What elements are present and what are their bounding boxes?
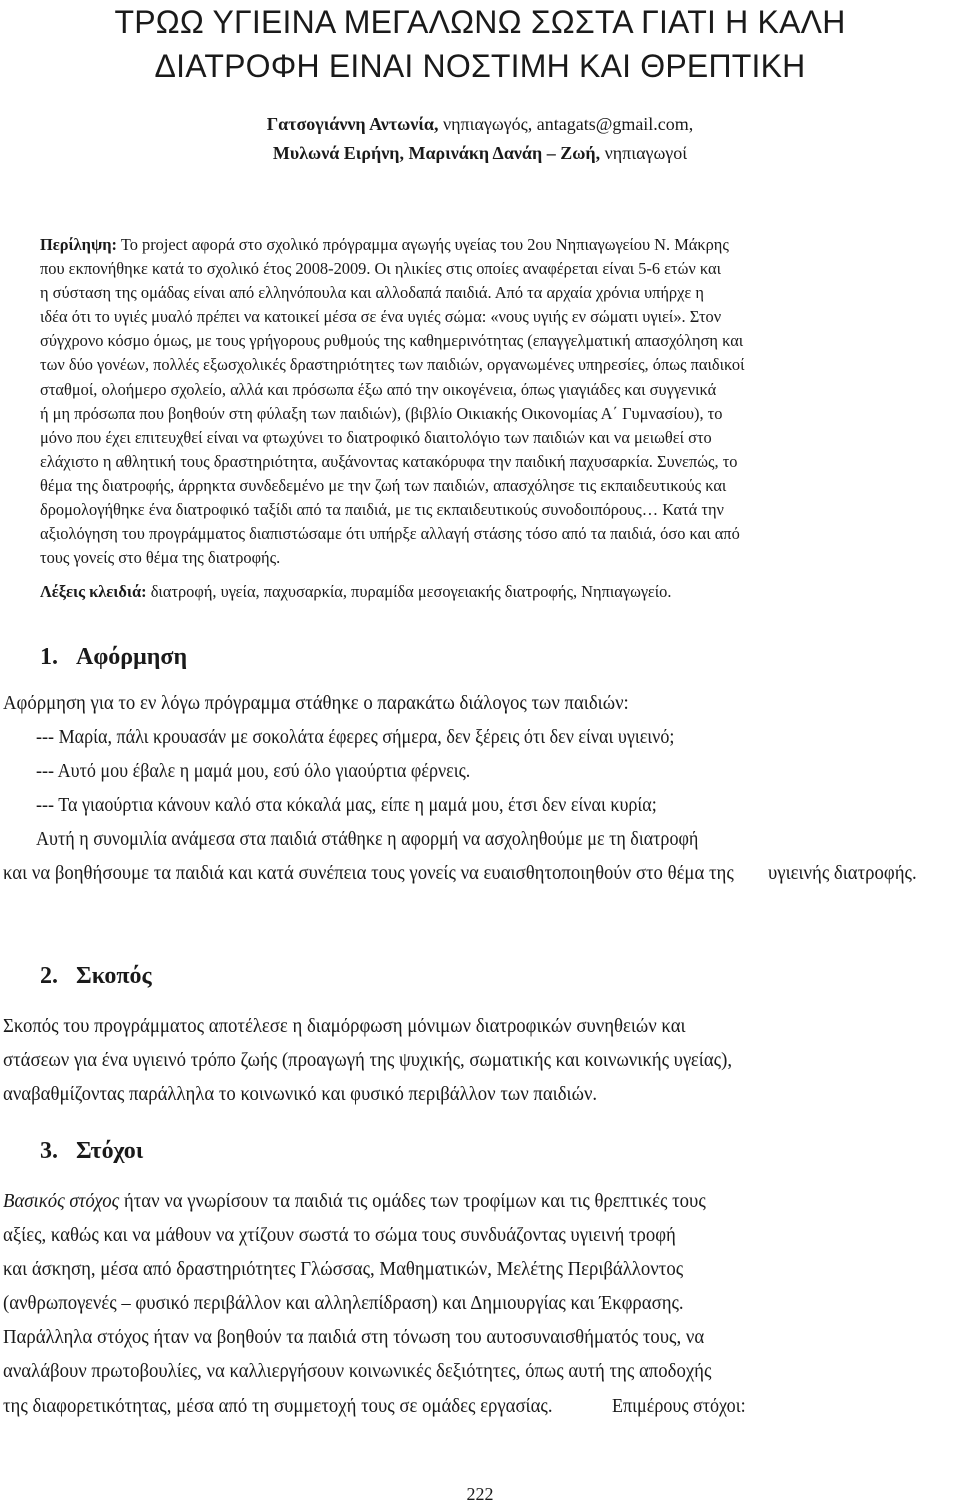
- section-number: 3.: [40, 1138, 58, 1164]
- section-2-body: [0, 1010, 960, 1112]
- paragraph-line: Βασικός στόχος ήταν να γνωρίσουν τα παιδιά τις ομάδες των τροφίμων και τις θρεπτικές τους: [3, 1191, 706, 1212]
- author-line-2: [40, 139, 920, 168]
- abstract-line: ελάχιστο η αθλητική τους δραστηριότητα, αυξάνοντας κατακόρυφα την παιδική παχυσαρκία. Συνεπώς, το: [40, 451, 738, 471]
- section-title: Σκοπός: [76, 963, 152, 989]
- page-number: 222: [466, 1484, 494, 1504]
- abstract-line: ή μη πρόσωπα που βοηθούν στη φύλαξη των παιδιών), (βιβλίο Οικιακής Οικονομίας Α΄ Γυμνασίου), το: [40, 403, 723, 423]
- abstract-line: μόνο που έχει επιτευχθεί είναι να φτωχύνει το διατροφικό διαιτολόγιο των παιδιών και να μειωθεί στο: [40, 427, 712, 447]
- abstract-line: Περίληψη: Το project αφορά στο σχολικό πρόγραμμα αγωγής υγείας του 2ου Νηπιαγωγείου Ν. Μάκρης: [40, 235, 729, 254]
- keywords-text: διατροφή, υγεία, παχυσαρκία, πυραμίδα μεσογειακής διατροφής, Νηπιαγωγείο.: [146, 582, 672, 601]
- section-1-body: [0, 687, 960, 892]
- author-block: [40, 110, 920, 168]
- section-number: 1.: [40, 644, 58, 670]
- paper-title: [40, 0, 920, 88]
- section-title: Αφόρμηση: [76, 644, 188, 670]
- paragraph-line: στάσεων για ένα υγιεινό τρόπο ζωής (προαγωγή της ψυχικής, σωματικής και κοινωνικής υγείας),: [3, 1050, 733, 1072]
- section-heading-1: [40, 642, 187, 672]
- author-role: νηπιαγωγοί: [600, 143, 688, 163]
- author-name: Γατσογιάννη Αντωνία,: [266, 114, 439, 134]
- dialogue-line: --- Τα γιαούρτια κάνουν καλό στα κόκαλά μας, είπε η μαμά μου, έτσι δεν είναι κυρία;: [36, 795, 657, 817]
- title-line-2: ΔΙΑΤΡΟΦΗ ΕΙΝΑΙ ΝΟΣΤΙΜΗ ΚΑΙ ΘΡΕΠΤΙΚΗ: [154, 48, 806, 84]
- keywords: [40, 580, 922, 604]
- abstract-line: θέμα της διατροφής, άρρηκτα συνδεδεμένο με την ζωή των παιδιών, απασχόλησε τις εκπαιδευτικούς και: [40, 475, 727, 495]
- paragraph-line: Επιμέρους στόχοι:: [612, 1395, 747, 1417]
- paragraph-line: Παράλληλα στόχος ήταν να βοηθούν τα παιδιά στη τόνωση του αυτοσυναισθήματός τους, να: [3, 1327, 705, 1349]
- abstract-line: η σύσταση της ομάδας είναι από ελληνόπουλα και αλλοδαπά παιδιά. Από τα αρχαία χρόνια υπήρχε η: [40, 283, 704, 303]
- abstract: [40, 233, 922, 570]
- author-names: Μυλωνά Ειρήνη, Μαρινάκη Δανάη – Ζωή,: [272, 143, 601, 163]
- dialogue-line: --- Αυτό μου έβαλε η μαμά μου, εσύ όλο γιαούρτια φέρνεις.: [36, 761, 471, 783]
- paragraph-line: Αυτή η συνομιλία ανάμεσα στα παιδιά στάθηκε η αφορμή να ασχοληθούμε με τη διατροφή: [36, 829, 699, 851]
- paragraph-line: υγιεινής διατροφής.: [767, 863, 917, 885]
- author-role-email: νηπιαγωγός, antagats@gmail.com,: [438, 114, 694, 134]
- section-heading-2: [40, 961, 152, 991]
- abstract-line: ιδέα ότι το υγιές μυαλό πρέπει να κατοικεί μέσα σε ένα υγιές σώμα: «νους υγιής εν σώματι υγιεί». Στον: [40, 307, 722, 327]
- abstract-line: σύγχρονο κόσμο όμως, με τους γρήγορους ρυθμούς της καθημερινότητας (επαγγελματική απασχόληση και: [40, 331, 744, 351]
- abstract-line: σταθμοί, ολοήμερο σχολείο, αλλά και πρόσωπα έξω από την οικογένεια, όπως γιαγιάδες και συγγενικά: [40, 379, 717, 399]
- title-line-1: ΤΡΩΩ ΥΓΙΕΙΝΑ ΜΕΓΑΛΩΝΩ ΣΩΣΤΑ ΓΙΑΤΙ Η ΚΑΛΗ: [114, 4, 846, 40]
- paragraph-line: Σκοπός του προγράμματος αποτέλεσε η διαμόρφωση μόνιμων διατροφικών συνηθειών και: [3, 1016, 686, 1037]
- paragraph-line: αναλάβουν πρωτοβουλίες, να καλλιεργήσουν κοινωνικές δεξιότητες, όπως αυτή της αποδοχής: [3, 1361, 712, 1383]
- paragraph-line: αξίες, καθώς και να μάθουν να χτίζουν σωστά το σώμα τους συνδυάζοντας υγιεινή τροφή: [3, 1225, 676, 1247]
- abstract-line: των δύο γονέων, πολλές εξωσχολικές δραστηριότητες των παιδιών, οργανωμένες υπηρεσίες, όπως παιδικοί: [40, 355, 745, 375]
- paragraph-line: Αφόρμηση για το εν λόγω πρόγραμμα στάθηκε ο παρακάτω διάλογος των παιδιών:: [3, 693, 629, 714]
- paragraph-line: αναβαθμίζοντας παράλληλα το κοινωνικό και φυσικό περιβάλλον των παιδιών.: [3, 1084, 598, 1106]
- abstract-line: τους γονείς στο θέμα της διατροφής.: [40, 548, 281, 568]
- section-title: Στόχοι: [76, 1138, 144, 1164]
- abstract-line: αξιολόγηση του προγράμματος διαπιστώσαμε ότι υπήρξε αλλαγή στάσης τόσο από τα παιδιά, όσο και από: [40, 524, 740, 544]
- keywords-label: Λέξεις κλειδιά:: [40, 582, 147, 601]
- italic-lead: Βασικός στόχος: [3, 1191, 120, 1212]
- section-3-body: [0, 1185, 960, 1424]
- section-heading-3: [40, 1136, 143, 1166]
- abstract-line: δρομολογήθηκε ένα διατροφικό ταξίδι από τα παιδιά, με τις εκπαιδευτικούς συνοδοιπόρους… Κατά την: [40, 500, 724, 520]
- section-number: 2.: [40, 963, 58, 989]
- paragraph-line: και να βοηθήσουμε τα παιδιά και κατά συνέπεια τους γονείς να ευαισθητοποιηθούν στο θέμα της: [3, 863, 734, 885]
- paragraph-line: (ανθρωπογενές – φυσικό περιβάλλον και αλληλεπίδραση) και Δημιουργίας και Έκφρασης.: [3, 1293, 684, 1315]
- abstract-line: που εκπονήθηκε κατά το σχολικό έτος 2008-2009. Οι ηλικίες στις οποίες αναφέρεται είναι 5-6 ετών και: [40, 259, 722, 279]
- paragraph-line: της διαφορετικότητας, μέσα από τη συμμετοχή τους σε ομάδες εργασίας.: [3, 1395, 553, 1417]
- author-line-1: [40, 110, 920, 139]
- paragraph-line: και άσκηση, μέσα από δραστηριότητες Γλώσσας, Μαθηματικών, Μελέτης Περιβάλλοντος: [3, 1259, 684, 1281]
- abstract-label: Περίληψη:: [40, 235, 118, 254]
- dialogue-line: --- Μαρία, πάλι κρουασάν με σοκολάτα έφερες σήμερα, δεν ξέρεις ότι δεν είναι υγιεινό;: [36, 727, 675, 749]
